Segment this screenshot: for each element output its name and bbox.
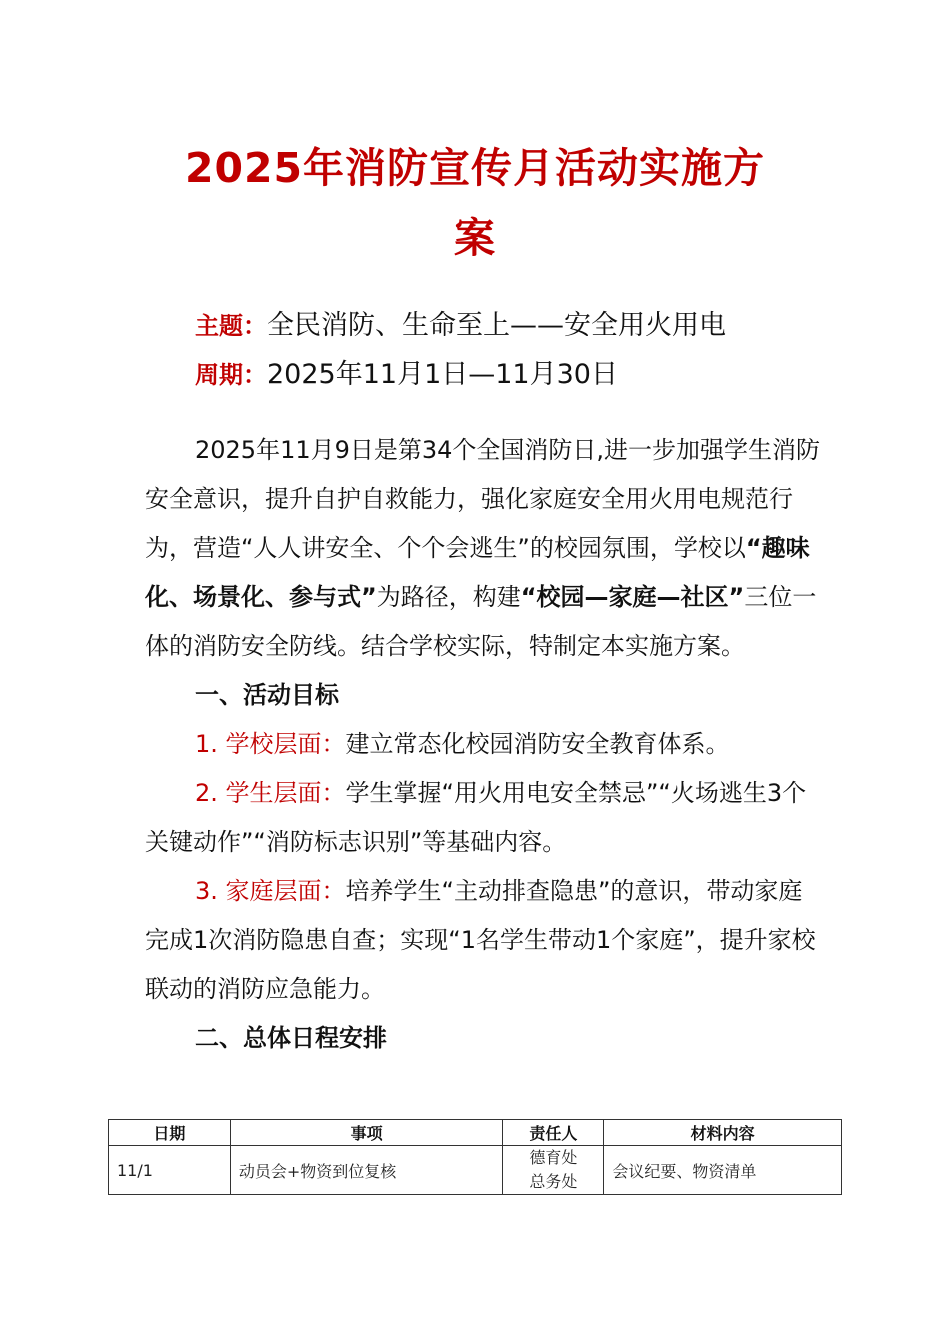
table-header-row [109,1120,842,1146]
section2-heading: 二、总体日程安排 [195,1024,387,1052]
goal-label-1: 1. 学校层面： [195,730,346,758]
theme-label: 主题： [195,312,267,340]
intro-text-2: 为路径，构建 [376,583,521,611]
goal-text-3: 培养学生“主动排查隐患”的意识，带动家庭完成1次消防隐患自查；实现“1名学生带动1个家庭”，提升家校联动的消防应急能力。 [145,877,816,1003]
document-title-line1: 2025年消防宣传月活动实施方 [184,144,766,192]
document-title-line2: 案 [454,214,496,262]
period-label: 周期： [195,361,267,389]
cell-material: 会议纪要、物资清单 [604,1146,842,1195]
table-row [109,1146,842,1195]
goal-item-2 [145,769,825,867]
period-line [195,355,618,395]
intro-bold-1: “趣味化、场景化、参与式” [145,534,810,611]
intro-text-1: 2025年11月9日是第34个全国消防日,进一步加强学生消防安全意识，提升自护自救能力，强化家庭安全用火用电规范行为，营造“人人讲安全、个个会逃生”的校园氛围，学校以 [145,436,821,562]
goal-item-3 [145,867,825,1014]
header-material: 材料内容 [604,1120,842,1146]
goal-label-2: 2. 学生层面： [195,779,346,807]
intro-text-3: 三位一体的消防安全防线。结合学校实际，特制定本实施方案。 [145,583,817,660]
cell-owner [503,1146,604,1195]
header-date: 日期 [109,1120,231,1146]
intro-bold-2: “校园—家庭—社区” [520,583,745,611]
period-value: 2025年11月1日—11月30日 [267,359,618,390]
document-body [145,426,825,1063]
cell-item: 动员会+物资到位复核 [230,1146,503,1195]
theme-value: 全民消防、生命至上——安全用火用电 [267,310,726,341]
intro-paragraph [145,426,825,671]
goal-label-3: 3. 家庭层面： [195,877,346,905]
header-item: 事项 [230,1120,503,1146]
goal-item-1 [145,720,825,769]
theme-line [195,306,726,346]
owner-1: 德育处 [529,1148,578,1167]
schedule-table [108,1119,842,1195]
owner-2: 总务处 [529,1172,578,1191]
goal-text-1: 建立常态化校园消防安全教育体系。 [345,730,730,758]
cell-date: 11/1 [109,1146,231,1195]
goal-text-2: 学生掌握“用火用电安全禁忌”“火场逃生3个关键动作”“消防标志识别”等基础内容。 [145,779,807,856]
header-owner: 责任人 [503,1120,604,1146]
section1-heading: 一、活动目标 [195,681,339,709]
